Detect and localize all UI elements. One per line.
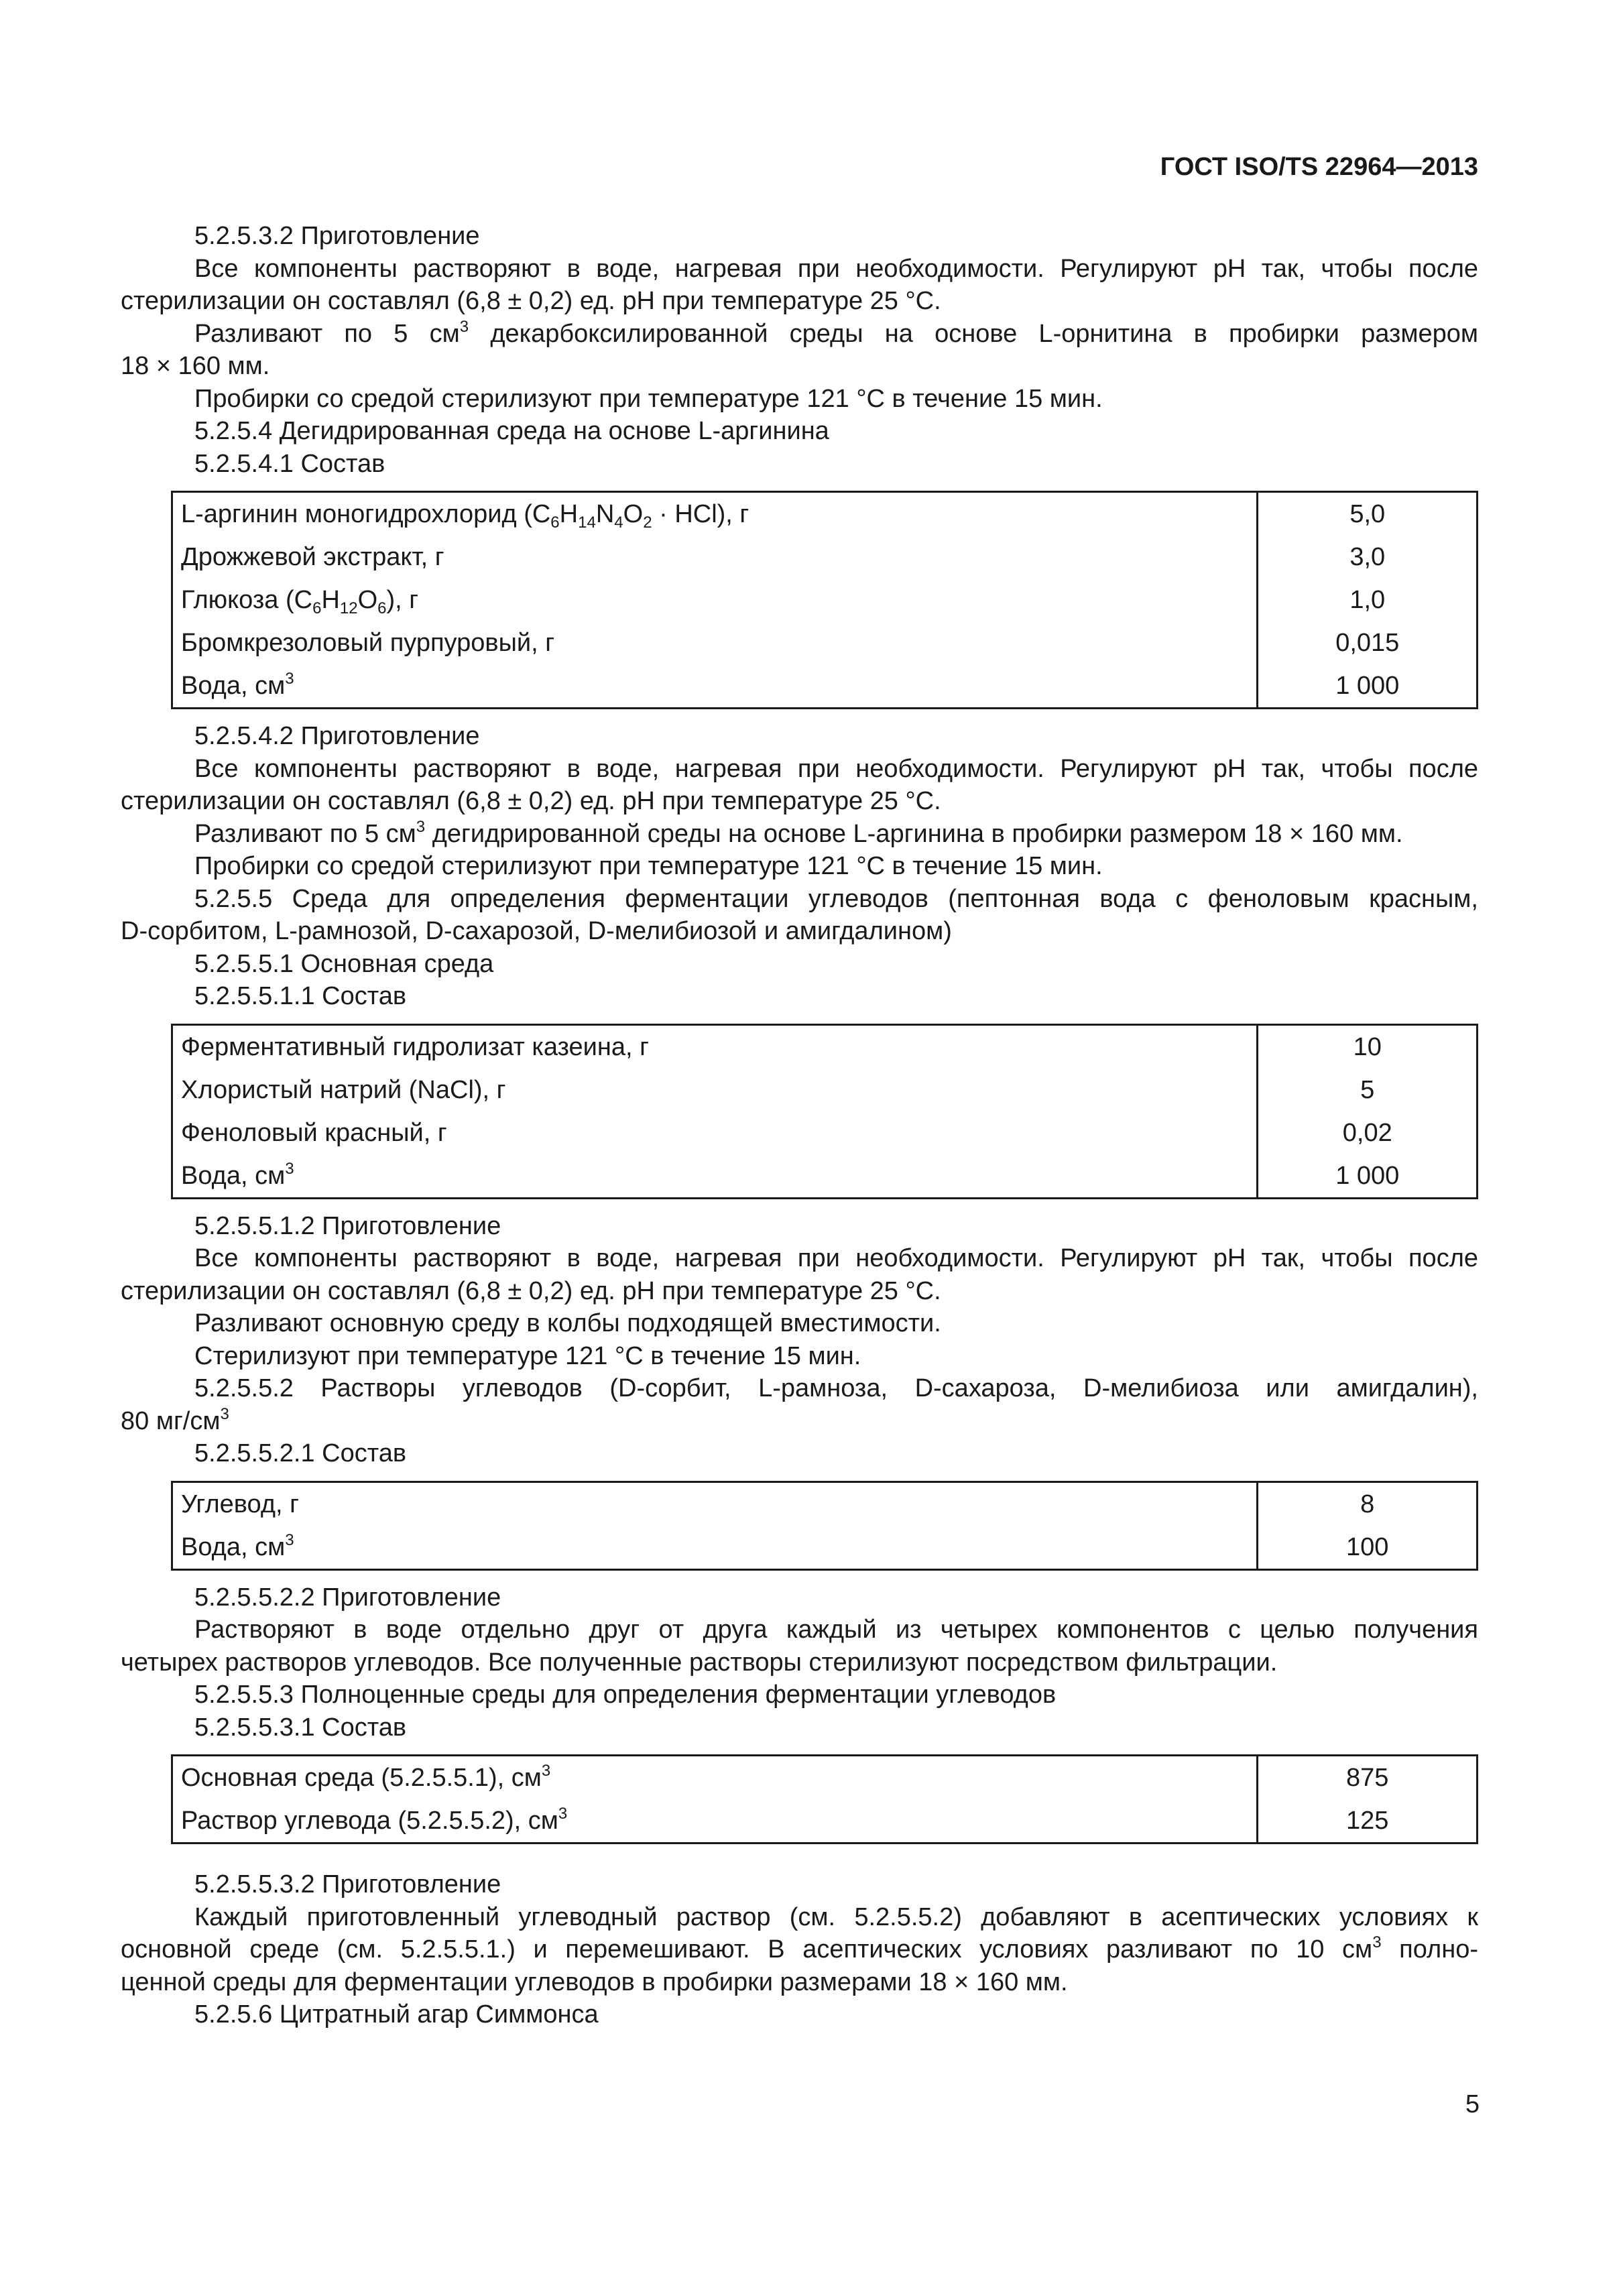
- document-header: ГОСТ ISO/TS 22964—2013: [1160, 153, 1478, 181]
- section-heading: 5.2.5.6 Цитратный агар Симмонса: [194, 2000, 599, 2029]
- table-row: [172, 536, 1478, 579]
- table-cell-value: 5: [1258, 1069, 1478, 1111]
- composition-table-complete-medium: [171, 1754, 1478, 1844]
- paragraph-line: Пробирки со средой стерилизуют при температуре 121 °С в течение 15 мин.: [194, 384, 1103, 413]
- text-fragment: полно-: [1381, 1935, 1478, 1963]
- table-cell-value: 0,015: [1258, 621, 1478, 664]
- section-heading: 5.2.5.5.1.1 Состав: [194, 982, 407, 1010]
- section-heading: 5.2.5.4.2 Приготовление: [194, 722, 480, 750]
- section-heading: 5.2.5.5.2.2 Приготовление: [194, 1583, 501, 1612]
- table-cell-name: Дрожжевой экстракт, г: [172, 536, 1258, 579]
- page-number: 5: [1465, 2090, 1480, 2118]
- table-row: [172, 1111, 1478, 1154]
- paragraph-line: Все компоненты растворяют в воде, нагревая при необходимости. Регулируют pH так, чтобы после: [194, 254, 1478, 283]
- section-heading: 5.2.5.3.2 Приготовление: [194, 222, 480, 250]
- paragraph-line: Разливают по 5 $см^3$ декарбоксилированной среды на основе L-орнитина в пробирки размером: [194, 317, 1478, 348]
- section-heading: D-сорбитом, L-рамнозой, D-сахарозой, D-мелибиозой и амигдалином): [121, 917, 952, 945]
- table-cell-name: Вода, $см^3$: [172, 664, 1258, 709]
- composition-table-arginine: [171, 491, 1478, 709]
- table-cell-value: 10: [1258, 1024, 1478, 1069]
- table-cell-value: 5,0: [1258, 492, 1478, 536]
- table-row: [172, 579, 1478, 621]
- table-cell-value: 1 000: [1258, 1154, 1478, 1199]
- composition-table-base-medium: [171, 1024, 1478, 1199]
- paragraph-line: 18 × 160 мм.: [121, 352, 270, 380]
- section-heading: 5.2.5.4 Дегидрированная среда на основе L-аргинина: [194, 417, 829, 445]
- paragraph-line: Растворяют в воде отдельно друг от друга каждый из четырех компонентов с целью получения: [194, 1616, 1478, 1644]
- table-cell-name: Ферментативный гидролизат казеина, г: [172, 1024, 1258, 1069]
- paragraph-line: стерилизации он составлял (6,8 ± 0,2) ед. pH при температуре 25 °С.: [121, 787, 941, 815]
- table-row: [172, 1526, 1478, 1570]
- table-cell-name: Вода, $см^3$: [172, 1526, 1258, 1570]
- table-row: [172, 1024, 1478, 1069]
- table-cell-value: 125: [1258, 1799, 1478, 1844]
- paragraph-line: стерилизации он составлял (6,8 ± 0,2) ед. pH при температуре 25 °С.: [121, 1276, 941, 1305]
- paragraph-line: Все компоненты растворяют в воде, нагревая при необходимости. Регулируют pH так, чтобы после: [194, 754, 1478, 783]
- section-heading: 5.2.5.5 Среда для определения ферментации углеводов (пептонная вода с феноловым красным,: [194, 884, 1478, 913]
- table-cell-name: Основная среда (5.2.5.5.1), $см^3$: [172, 1756, 1258, 1800]
- table-cell-value: 875: [1258, 1756, 1478, 1800]
- table-row: [172, 1756, 1478, 1800]
- section-heading: 5.2.5.5.2.1 Состав: [194, 1439, 407, 1467]
- paragraph-line: Разливают по 5 $см^3$ дегидрированной среды на основе L-аргинина в пробирки размером 18 × 160 мм.: [194, 817, 1403, 848]
- paragraph-line: основной среде (см. 5.2.5.5.1.) и перемешивают. В асептических условиях разливают по 10 $см^3$ полно-: [121, 1933, 1478, 1963]
- table-cell-name: Вода, $см^3$: [172, 1154, 1258, 1199]
- paragraph-line: четырех растворов углеводов. Все полученные растворы стерилизуют посредством фильтрации.: [121, 1648, 1278, 1677]
- paragraph-line: Каждый приготовленный углеводный раствор (см. 5.2.5.5.2) добавляют в асептических условиях к: [194, 1902, 1478, 1931]
- table-cell-value: 1 000: [1258, 664, 1478, 709]
- paragraph-line: Пробирки со средой стерилизуют при температуре 121 °С в течение 15 мин.: [194, 852, 1103, 880]
- text-fragment: Разливают по 5 см: [194, 819, 416, 848]
- section-heading: 5.2.5.5.2 Растворы углеводов (D-сорбит, L-рамноза, D-сахароза, D-мелибиоза или амигдалин),: [194, 1374, 1478, 1402]
- paragraph-line: Стерилизуют при температуре 121 °С в течение 15 мин.: [194, 1341, 861, 1370]
- text-fragment: декарбоксилированной среды на основе L-орнитина в пробирки размером: [469, 319, 1478, 348]
- section-heading: 5.2.5.5.1.2 Приготовление: [194, 1211, 501, 1240]
- table-cell-name: Углевод, г: [172, 1482, 1258, 1526]
- paragraph-line: Разливают основную среду в колбы подходящей вместимости.: [194, 1309, 941, 1337]
- table-cell-value: 0,02: [1258, 1111, 1478, 1154]
- paragraph-line: ценной среды для ферментации углеводов в пробирки размерами 18 × 160 мм.: [121, 1968, 1068, 1996]
- table-row: [172, 1069, 1478, 1111]
- section-heading: 5.2.5.4.1 Состав: [194, 449, 385, 478]
- section-heading: 5.2.5.5.3.1 Состав: [194, 1713, 407, 1742]
- text-fragment: Разливают по 5 см: [194, 319, 460, 348]
- table-cell-value: 1,0: [1258, 579, 1478, 621]
- table-row: [172, 664, 1478, 709]
- table-cell-name: Бромкрезоловый пурпуровый, г: [172, 621, 1258, 664]
- document-body: [121, 220, 1478, 2031]
- table-row: [172, 1799, 1478, 1844]
- section-heading: 80 $мг/см^3$: [121, 1404, 229, 1435]
- table-row: [172, 1154, 1478, 1199]
- table-cell-value: 3,0: [1258, 536, 1478, 579]
- paragraph-line: Все компоненты растворяют в воде, нагревая при необходимости. Регулируют pH так, чтобы после: [194, 1244, 1478, 1272]
- composition-table-carbohydrate-solution: [171, 1481, 1478, 1571]
- text-fragment: дегидрированной среды на основе L-аргинина в пробирки размером 18 × 160 мм.: [425, 819, 1403, 848]
- table-cell-value: 8: [1258, 1482, 1478, 1526]
- table-row: [172, 621, 1478, 664]
- text-fragment: основной среде (см. 5.2.5.5.1.) и перемешивают. В асептических условиях разливают по 10 см: [121, 1935, 1373, 1963]
- table-cell-name: Глюкоза $(C_6H_{12}O_6)$, г: [172, 579, 1258, 621]
- table-cell-name: L-аргинин моногидрохлорид $(C_6H_{14}N_4O_2 \cdot HCl)$, г: [172, 492, 1258, 536]
- table-row: [172, 492, 1478, 536]
- table-cell-name: Хлористый натрий (NaCl), г: [172, 1069, 1258, 1111]
- table-cell-name: Феноловый красный, г: [172, 1111, 1258, 1154]
- section-heading: 5.2.5.5.1 Основная среда: [194, 949, 494, 978]
- paragraph-line: стерилизации он составлял (6,8 ± 0,2) ед. pH при температуре 25 °С.: [121, 287, 941, 315]
- table-row: [172, 1482, 1478, 1526]
- table-cell-value: 100: [1258, 1526, 1478, 1570]
- section-heading: 5.2.5.5.3 Полноценные среды для определения ферментации углеводов: [194, 1681, 1057, 1709]
- section-heading: 5.2.5.5.3.2 Приготовление: [194, 1870, 501, 1898]
- table-cell-name: Раствор углевода (5.2.5.5.2), $см^3$: [172, 1799, 1258, 1844]
